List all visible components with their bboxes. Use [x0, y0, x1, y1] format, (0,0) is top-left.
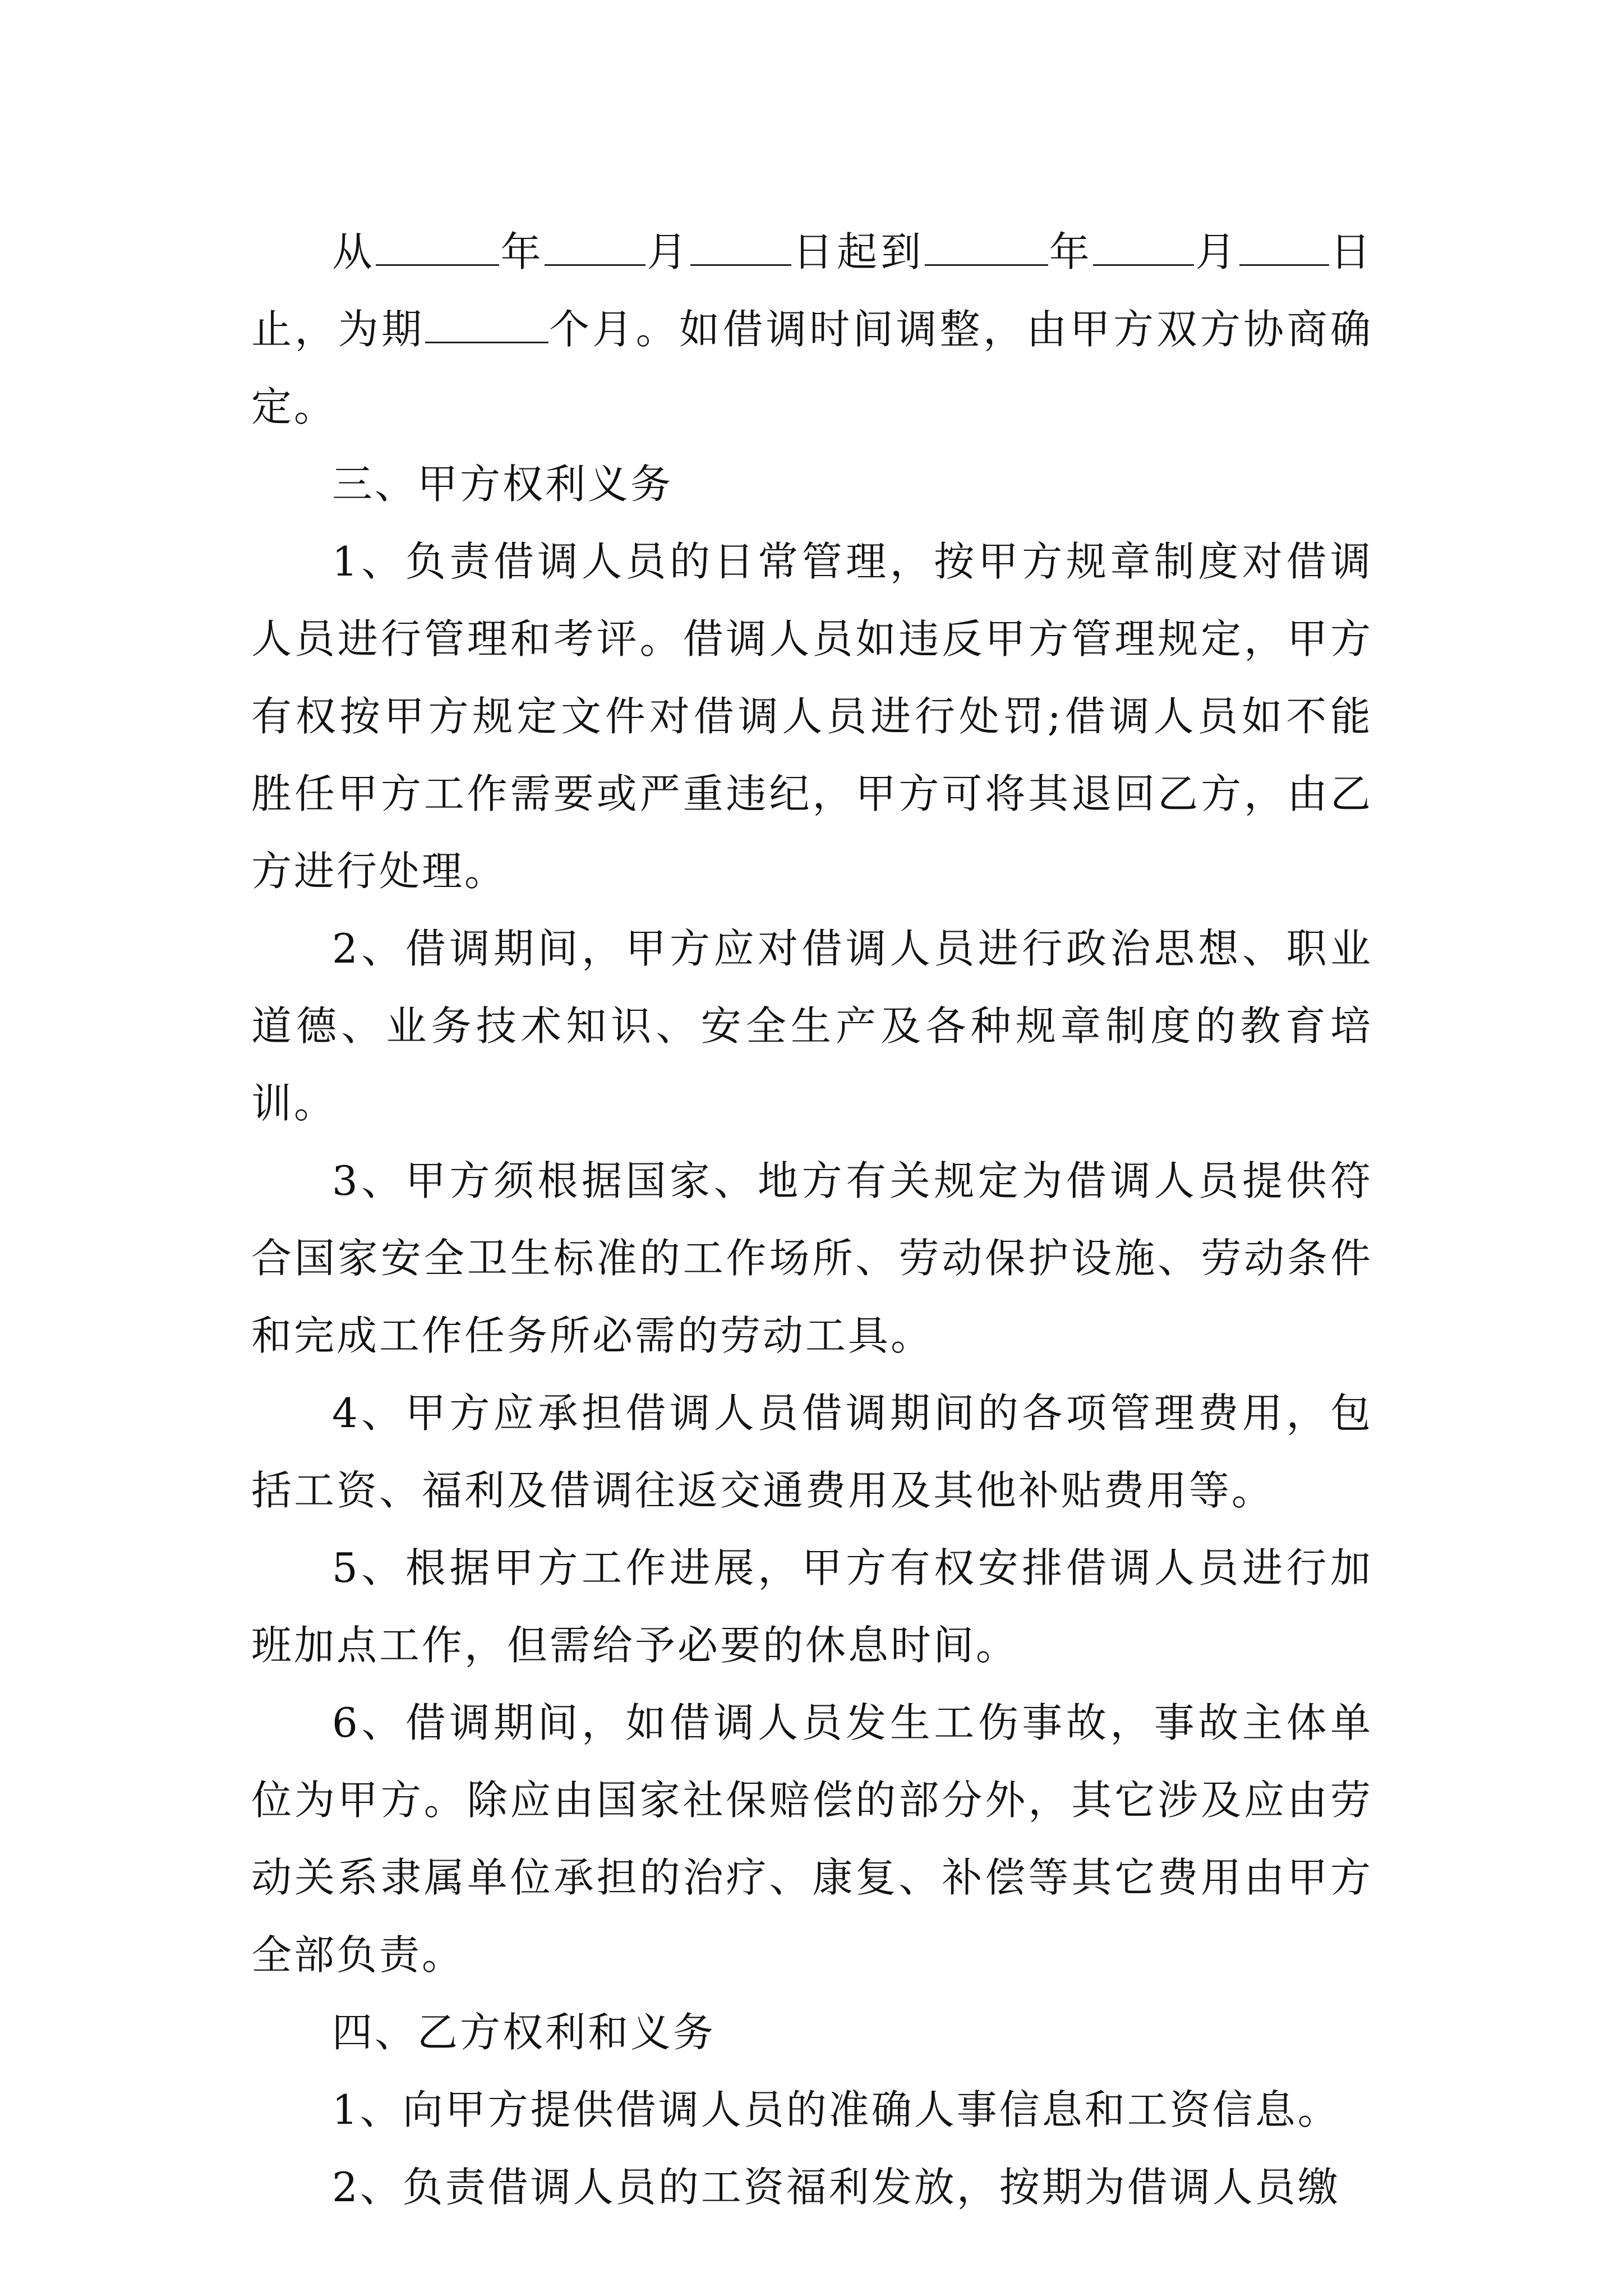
term-prefix: 为期 — [338, 306, 425, 353]
period-paragraph — [251, 213, 1373, 445]
period-year-1: 年 — [499, 228, 545, 275]
section3-item: 5、根据甲方工作进展，甲方有权安排借调人员进行加班加点工作，但需给予必要的休息时间。 — [251, 1544, 1373, 1669]
period-year-2: 年 — [1048, 228, 1094, 275]
term-months-blank — [425, 306, 548, 343]
start-year-blank — [376, 228, 499, 266]
section3-item: 6、借调期间，如借调人员发生工伤事故，事故主体单位为甲方。除应由国家社保赔偿的部分外，其它涉及应由劳动关系隶属单位承担的治疗、康复、补偿等其它费用由甲方全部负责。 — [251, 1699, 1373, 1978]
section3-item: 3、甲方须根据国家、地方有关规定为借调人员提供符合国家安全卫生标准的工作场所、劳动保护设施、劳动条件和完成工作任务所必需的劳动工具。 — [251, 1157, 1373, 1359]
document-body — [251, 213, 1373, 2226]
start-day-blank — [690, 228, 791, 266]
section3-item: 4、甲方应承担借调人员借调期间的各项管理费用，包括工资、福利及借调往返交通费用及其他补贴费用等。 — [251, 1389, 1373, 1514]
period-day-2: 日止， — [251, 228, 1373, 353]
section3-item: 2、借调期间，甲方应对借调人员进行政治思想、职业道德、业务技术知识、安全生产及各种规章制度的教育培训。 — [251, 925, 1373, 1127]
term-suffix: 个月。如借调时间调整，由甲方双方协商确定。 — [251, 306, 1373, 430]
section3-heading: 三、甲方权利义务 — [332, 461, 674, 508]
period-month-2: 月 — [1194, 228, 1239, 275]
section3-item: 1、负责借调人员的日常管理，按甲方规章制度对借调人员进行管理和考评。借调人员如违反甲方管理规定，甲方有权按甲方规定文件对借调人员进行处罚;借调人员如不能胜任甲方工作需要或严重违纪，甲方可将其退回乙方，由乙方进行处理。 — [251, 538, 1373, 895]
start-month-blank — [545, 228, 645, 266]
section4-heading: 四、乙方权利和义务 — [332, 2009, 716, 2056]
period-day-1: 日起到 — [791, 228, 925, 275]
end-year-blank — [925, 228, 1048, 266]
period-month-1: 月 — [645, 228, 691, 275]
section4-item: 2、负责借调人员的工资福利发放，按期为借调人员缴 — [332, 2164, 1340, 2211]
section4-item: 1、向甲方提供借调人员的准确人事信息和工资信息。 — [332, 2086, 1340, 2133]
period-from: 从 — [332, 228, 376, 275]
end-month-blank — [1093, 228, 1194, 266]
end-day-blank — [1239, 228, 1329, 266]
